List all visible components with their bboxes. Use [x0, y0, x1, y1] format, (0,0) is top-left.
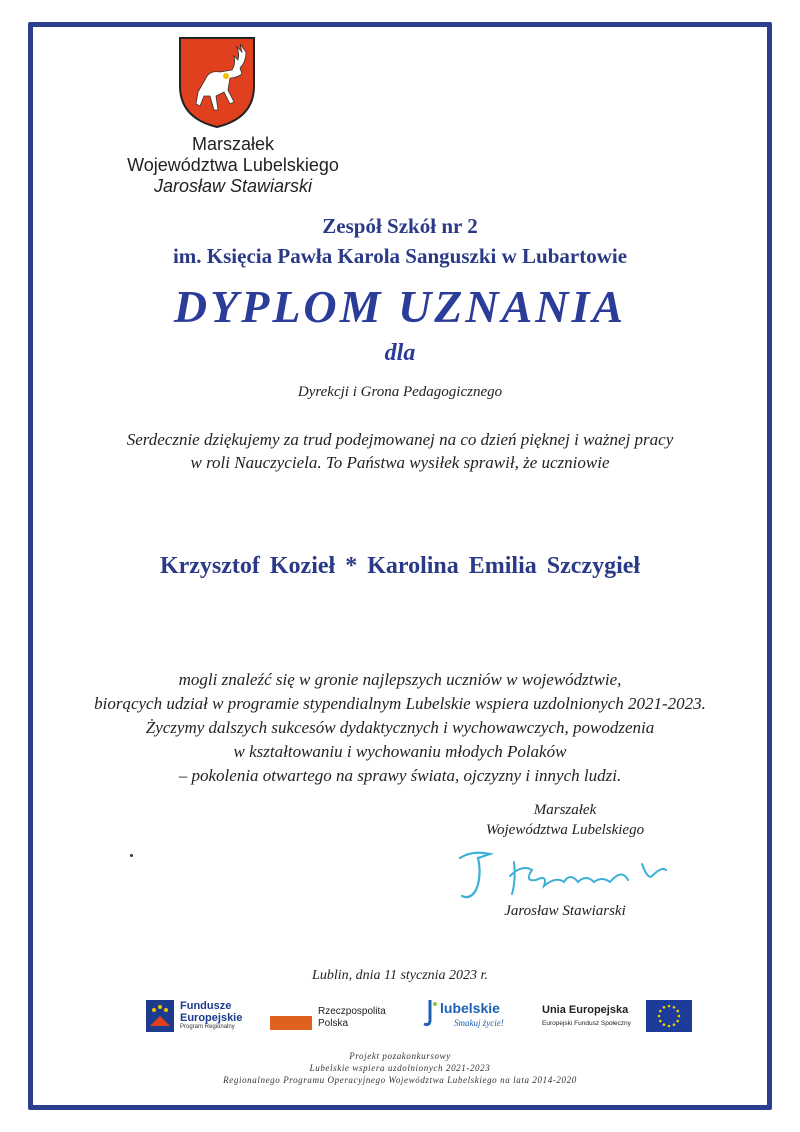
recipient: Dyrekcji i Grona Pedagogicznego [297, 384, 503, 400]
signature-title [440, 800, 690, 840]
intro-line: w roli Nauczyciela. To Państwa wysiłek sprawił, że uczniowie [190, 453, 610, 472]
handwritten-signature [452, 846, 682, 906]
signature-title-line1: Marszałek [533, 802, 597, 818]
fundusze-europejskie-logo [146, 996, 256, 1040]
school-name-line1: Zespół Szkół nr 2 [322, 214, 478, 238]
fe-line1: Fundusze [180, 1000, 232, 1012]
lubelskie-mark-icon [420, 998, 438, 1028]
lub-tagline: Smakuj życie! [454, 1018, 504, 1028]
footer-line2: Lubelskie wspiera uzdolnionych 2021-2023 [309, 1063, 491, 1073]
logo-strip [140, 996, 700, 1040]
body-line: mogli znaleźć się w gronie najlepszych uczniów w województwie, [178, 670, 622, 689]
school-name-line2: im. Księcia Pawła Karola Sanguszki w Lubartowie [172, 244, 628, 268]
fe-line2: Europejskie [180, 1012, 243, 1024]
marshal-title-line1: Marszałek [191, 134, 275, 154]
ue-sub: Europejski Fundusz Społeczny [542, 1020, 631, 1027]
unia-europejska-logo [542, 996, 702, 1040]
stray-dot [130, 854, 133, 857]
lubelskie-logo [420, 996, 530, 1040]
intro-paragraph [40, 428, 760, 474]
marshal-header [118, 134, 348, 197]
rzeczpospolita-polska-logo [270, 996, 400, 1040]
body-line: – pokolenia otwartego na sprawy świata, ojczyzny i innych ludzi. [178, 766, 622, 785]
student-names: Krzysztof Kozieł * Karolina Emilia Szczygieł [159, 553, 641, 579]
fundusze-europejskie-icon [146, 1000, 174, 1032]
body-line: biorących udział w programie stypendialnym Lubelskie wspiera uzdolnionych 2021-2023. [94, 694, 706, 713]
polish-flag-bar-icon [270, 1016, 312, 1030]
marshal-title-line2: Województwa Lubelskiego [127, 155, 339, 175]
body-line: w kształtowaniu i wychowaniu młodych Polaków [233, 742, 567, 761]
rp-line1: Rzeczpospolita [318, 1006, 386, 1017]
footer-line3: Regionalnego Programu Operacyjnego Województwa Lubelskiego na lata 2014-2020 [223, 1075, 577, 1085]
footer-line1: Projekt pozakonkursowy [349, 1051, 451, 1061]
marshal-name: Jarosław Stawiarski [153, 176, 313, 196]
date-line: Lublin, dnia 11 stycznia 2023 r. [312, 968, 488, 983]
eu-flag-icon [646, 1000, 692, 1032]
rp-line2: Polska [318, 1018, 349, 1029]
for-word: dla [384, 340, 416, 366]
lublin-coat-of-arms-icon [176, 34, 258, 130]
diploma-title: DYPLOM UZNANIA [173, 281, 627, 332]
signature-title-line2: Województwa Lubelskiego [485, 822, 645, 838]
intro-line: Serdecznie dziękujemy za trud podejmowanej na co dzień pięknej i ważnej pracy [126, 430, 674, 449]
fe-sub: Program Regionalny [180, 1024, 235, 1030]
lub-name: lubelskie [440, 1000, 500, 1016]
signature-name: Jarosław Stawiarski [504, 903, 626, 919]
ue-line1: Unia Europejska [542, 1004, 629, 1016]
body-line: Życzymy dalszych sukcesów dydaktycznych i wychowawczych, powodzenia [145, 718, 655, 737]
body-paragraph [40, 668, 760, 788]
